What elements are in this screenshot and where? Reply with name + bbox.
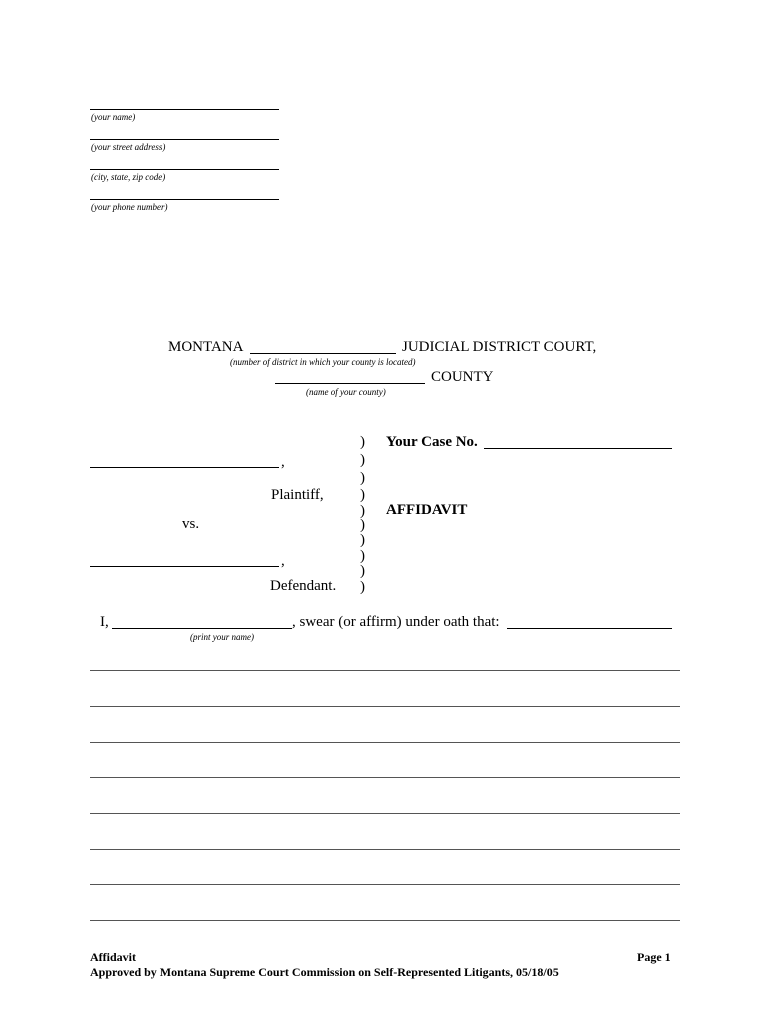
plaintiff-comma: , <box>281 454 285 470</box>
statement-line[interactable] <box>90 742 680 743</box>
district-caption: (number of district in which your county is located) <box>230 357 416 367</box>
phone-number-caption: (your phone number) <box>91 202 168 212</box>
judicial-district-court-label: JUDICIAL DISTRICT COURT, <box>402 339 597 355</box>
county-caption: (name of your county) <box>306 387 386 397</box>
district-number-line[interactable] <box>250 353 396 354</box>
street-address-caption: (your street address) <box>91 142 166 152</box>
footer-title: Affidavit <box>90 950 136 964</box>
name-line[interactable] <box>90 109 279 110</box>
caption-paren: ) <box>360 579 365 595</box>
county-name-line[interactable] <box>275 383 425 384</box>
statement-line[interactable] <box>90 920 680 921</box>
county-label: COUNTY <box>431 369 494 385</box>
caption-paren: ) <box>360 452 365 468</box>
defendant-name-line[interactable] <box>90 566 279 567</box>
caption-paren: ) <box>360 470 365 486</box>
print-name-caption: (print your name) <box>190 632 254 642</box>
street-address-line[interactable] <box>90 139 279 140</box>
footer-approval: Approved by Montana Supreme Court Commission on Self-Represented Litigants, 05/18/05 <box>90 965 559 979</box>
plaintiff-label: Plaintiff, <box>271 487 324 503</box>
page-number: Page 1 <box>637 950 671 964</box>
caption-paren: ) <box>360 517 365 533</box>
city-state-zip-caption: (city, state, zip code) <box>91 172 166 182</box>
defendant-comma: , <box>281 553 285 569</box>
phone-number-line[interactable] <box>90 199 279 200</box>
print-name-line[interactable] <box>112 628 292 629</box>
affidavit-title: AFFIDAVIT <box>386 502 468 518</box>
statement-line[interactable] <box>90 813 680 814</box>
statement-line[interactable] <box>90 706 680 707</box>
caption-paren: ) <box>360 548 365 564</box>
statement-line[interactable] <box>90 884 680 885</box>
oath-continuation-line[interactable] <box>507 628 672 629</box>
plaintiff-name-line[interactable] <box>90 467 279 468</box>
vs-label: vs. <box>182 516 200 532</box>
caption-paren: ) <box>360 503 365 519</box>
oath-i-label: I, <box>100 614 109 630</box>
city-state-zip-line[interactable] <box>90 169 279 170</box>
caption-paren: ) <box>360 563 365 579</box>
defendant-label: Defendant. <box>270 578 337 594</box>
name-caption: (your name) <box>91 112 136 122</box>
case-number-label: Your Case No. <box>386 434 478 450</box>
swear-label: , swear (or affirm) under oath that: <box>292 614 500 630</box>
statement-line[interactable] <box>90 849 680 850</box>
statement-line[interactable] <box>90 670 680 671</box>
caption-paren: ) <box>360 487 365 503</box>
statement-line[interactable] <box>90 777 680 778</box>
montana-label: MONTANA <box>168 339 244 355</box>
caption-paren: ) <box>360 532 365 548</box>
case-number-line[interactable] <box>484 448 672 449</box>
caption-paren: ) <box>360 434 365 450</box>
